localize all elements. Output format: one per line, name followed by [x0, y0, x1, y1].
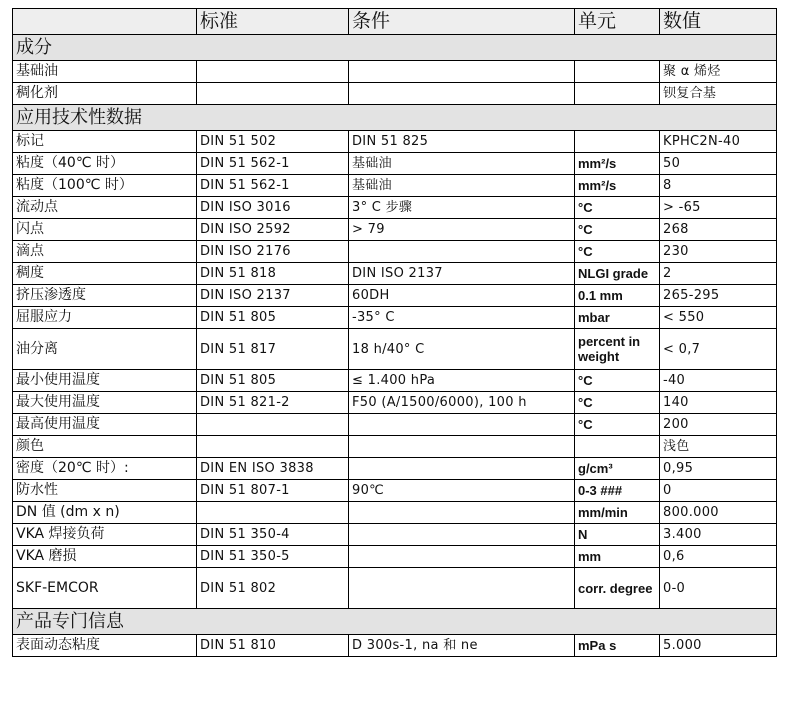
- value-cell: 265-295: [660, 285, 777, 307]
- property-name: 流动点: [13, 197, 197, 219]
- property-name: 稠化剂: [13, 83, 197, 105]
- standard-cell: DIN ISO 2137: [197, 285, 349, 307]
- header-standard: 标准: [197, 9, 349, 35]
- unit-cell: mPa s: [575, 635, 660, 657]
- condition-cell: [349, 502, 575, 524]
- property-name: 稠度: [13, 263, 197, 285]
- unit-cell: [575, 61, 660, 83]
- unit-cell: °C: [575, 219, 660, 241]
- standard-cell: DIN 51 802: [197, 568, 349, 609]
- section-row: [13, 105, 777, 131]
- property-name: 基础油: [13, 61, 197, 83]
- table-row: [13, 241, 777, 263]
- value-cell: 268: [660, 219, 777, 241]
- property-name: 颜色: [13, 436, 197, 458]
- standard-cell: DIN 51 818: [197, 263, 349, 285]
- value-cell: 800.000: [660, 502, 777, 524]
- property-name: 屈服应力: [13, 307, 197, 329]
- standard-cell: DIN ISO 2592: [197, 219, 349, 241]
- value-cell: < 0,7: [660, 329, 777, 370]
- condition-cell: D 300s-1, na 和 ne: [349, 635, 575, 657]
- unit-cell: N: [575, 524, 660, 546]
- property-name: SKF-EMCOR: [13, 568, 197, 609]
- header-unit: 单元: [575, 9, 660, 35]
- table-row: [13, 263, 777, 285]
- standard-cell: DIN 51 805: [197, 307, 349, 329]
- unit-cell: °C: [575, 197, 660, 219]
- header-row: [13, 9, 777, 35]
- unit-cell: °C: [575, 370, 660, 392]
- condition-cell: [349, 83, 575, 105]
- condition-cell: [349, 436, 575, 458]
- specification-table: [12, 8, 777, 657]
- value-cell: 230: [660, 241, 777, 263]
- value-cell: 0: [660, 480, 777, 502]
- value-cell: 浅色: [660, 436, 777, 458]
- standard-cell: DIN 51 350-5: [197, 546, 349, 568]
- data-sheet: [12, 8, 777, 657]
- table-row: [13, 458, 777, 480]
- unit-cell: °C: [575, 414, 660, 436]
- value-cell: 0,95: [660, 458, 777, 480]
- unit-cell: 0-3 ###: [575, 480, 660, 502]
- table-row: [13, 153, 777, 175]
- condition-cell: [349, 61, 575, 83]
- property-name: 最高使用温度: [13, 414, 197, 436]
- table-row: [13, 546, 777, 568]
- value-cell: > -65: [660, 197, 777, 219]
- standard-cell: [197, 414, 349, 436]
- condition-cell: [349, 568, 575, 609]
- property-name: 最小使用温度: [13, 370, 197, 392]
- value-cell: 200: [660, 414, 777, 436]
- table-row: [13, 635, 777, 657]
- section-title: 成分: [13, 35, 777, 61]
- value-cell: < 550: [660, 307, 777, 329]
- table-row: [13, 61, 777, 83]
- standard-cell: DIN 51 821-2: [197, 392, 349, 414]
- standard-cell: [197, 83, 349, 105]
- table-row: [13, 329, 777, 370]
- standard-cell: [197, 61, 349, 83]
- value-cell: 0-0: [660, 568, 777, 609]
- condition-cell: > 79: [349, 219, 575, 241]
- section-row: [13, 609, 777, 635]
- standard-cell: DIN ISO 3016: [197, 197, 349, 219]
- property-name: VKA 焊接负荷: [13, 524, 197, 546]
- value-cell: 钡复合基: [660, 83, 777, 105]
- unit-cell: mm²/s: [575, 175, 660, 197]
- value-cell: 2: [660, 263, 777, 285]
- value-cell: 0,6: [660, 546, 777, 568]
- condition-cell: -35° C: [349, 307, 575, 329]
- unit-cell: °C: [575, 392, 660, 414]
- property-name: 防水性: [13, 480, 197, 502]
- header-property: [13, 9, 197, 35]
- condition-cell: 基础油: [349, 153, 575, 175]
- unit-cell: [575, 83, 660, 105]
- property-name: 挤压渗透度: [13, 285, 197, 307]
- property-name: DN 值 (dm x n): [13, 502, 197, 524]
- property-name: 粘度（40℃ 时）: [13, 153, 197, 175]
- condition-cell: DIN ISO 2137: [349, 263, 575, 285]
- section-title: 应用技术性数据: [13, 105, 777, 131]
- condition-cell: [349, 546, 575, 568]
- condition-cell: DIN 51 825: [349, 131, 575, 153]
- standard-cell: DIN 51 817: [197, 329, 349, 370]
- table-row: [13, 219, 777, 241]
- value-cell: 8: [660, 175, 777, 197]
- standard-cell: DIN 51 805: [197, 370, 349, 392]
- condition-cell: ≤ 1.400 hPa: [349, 370, 575, 392]
- unit-cell: mm/min: [575, 502, 660, 524]
- unit-cell: [575, 436, 660, 458]
- unit-cell: g/cm³: [575, 458, 660, 480]
- table-row: [13, 392, 777, 414]
- standard-cell: DIN 51 810: [197, 635, 349, 657]
- unit-cell: [575, 131, 660, 153]
- value-cell: 3.400: [660, 524, 777, 546]
- table-row: [13, 131, 777, 153]
- standard-cell: DIN 51 350-4: [197, 524, 349, 546]
- property-name: 表面动态粘度: [13, 635, 197, 657]
- table-row: [13, 480, 777, 502]
- condition-cell: 3° C 步骤: [349, 197, 575, 219]
- table-row: [13, 414, 777, 436]
- value-cell: KPHC2N-40: [660, 131, 777, 153]
- property-name: VKA 磨损: [13, 546, 197, 568]
- value-cell: 50: [660, 153, 777, 175]
- property-name: 最大使用温度: [13, 392, 197, 414]
- standard-cell: DIN 51 807-1: [197, 480, 349, 502]
- unit-cell: mm²/s: [575, 153, 660, 175]
- property-name: 滴点: [13, 241, 197, 263]
- table-row: [13, 175, 777, 197]
- table-row: [13, 436, 777, 458]
- standard-cell: DIN EN ISO 3838: [197, 458, 349, 480]
- property-name: 粘度（100℃ 时）: [13, 175, 197, 197]
- condition-cell: 60DH: [349, 285, 575, 307]
- unit-cell: mm: [575, 546, 660, 568]
- value-cell: 聚 α 烯烃: [660, 61, 777, 83]
- unit-cell: percent in weight: [575, 329, 660, 370]
- property-name: 油分离: [13, 329, 197, 370]
- unit-cell: NLGI grade: [575, 263, 660, 285]
- condition-cell: [349, 458, 575, 480]
- unit-cell: corr. degree: [575, 568, 660, 609]
- value-cell: 5.000: [660, 635, 777, 657]
- unit-cell: 0.1 mm: [575, 285, 660, 307]
- standard-cell: DIN ISO 2176: [197, 241, 349, 263]
- property-name: 标记: [13, 131, 197, 153]
- table-row: [13, 307, 777, 329]
- property-name: 密度（20℃ 时）:: [13, 458, 197, 480]
- standard-cell: DIN 51 502: [197, 131, 349, 153]
- section-title: 产品专门信息: [13, 609, 777, 635]
- condition-cell: [349, 524, 575, 546]
- property-name: 闪点: [13, 219, 197, 241]
- unit-cell: mbar: [575, 307, 660, 329]
- standard-cell: DIN 51 562-1: [197, 153, 349, 175]
- section-row: [13, 35, 777, 61]
- condition-cell: 18 h/40° C: [349, 329, 575, 370]
- unit-cell: °C: [575, 241, 660, 263]
- table-row: [13, 568, 777, 609]
- condition-cell: [349, 241, 575, 263]
- table-row: [13, 197, 777, 219]
- table-row: [13, 83, 777, 105]
- value-cell: -40: [660, 370, 777, 392]
- condition-cell: [349, 414, 575, 436]
- condition-cell: 基础油: [349, 175, 575, 197]
- table-row: [13, 370, 777, 392]
- table-row: [13, 502, 777, 524]
- value-cell: 140: [660, 392, 777, 414]
- table-row: [13, 524, 777, 546]
- condition-cell: F50 (A/1500/6000), 100 h: [349, 392, 575, 414]
- standard-cell: [197, 502, 349, 524]
- header-condition: 条件: [349, 9, 575, 35]
- condition-cell: 90℃: [349, 480, 575, 502]
- standard-cell: DIN 51 562-1: [197, 175, 349, 197]
- table-row: [13, 285, 777, 307]
- standard-cell: [197, 436, 349, 458]
- header-value: 数值: [660, 9, 777, 35]
